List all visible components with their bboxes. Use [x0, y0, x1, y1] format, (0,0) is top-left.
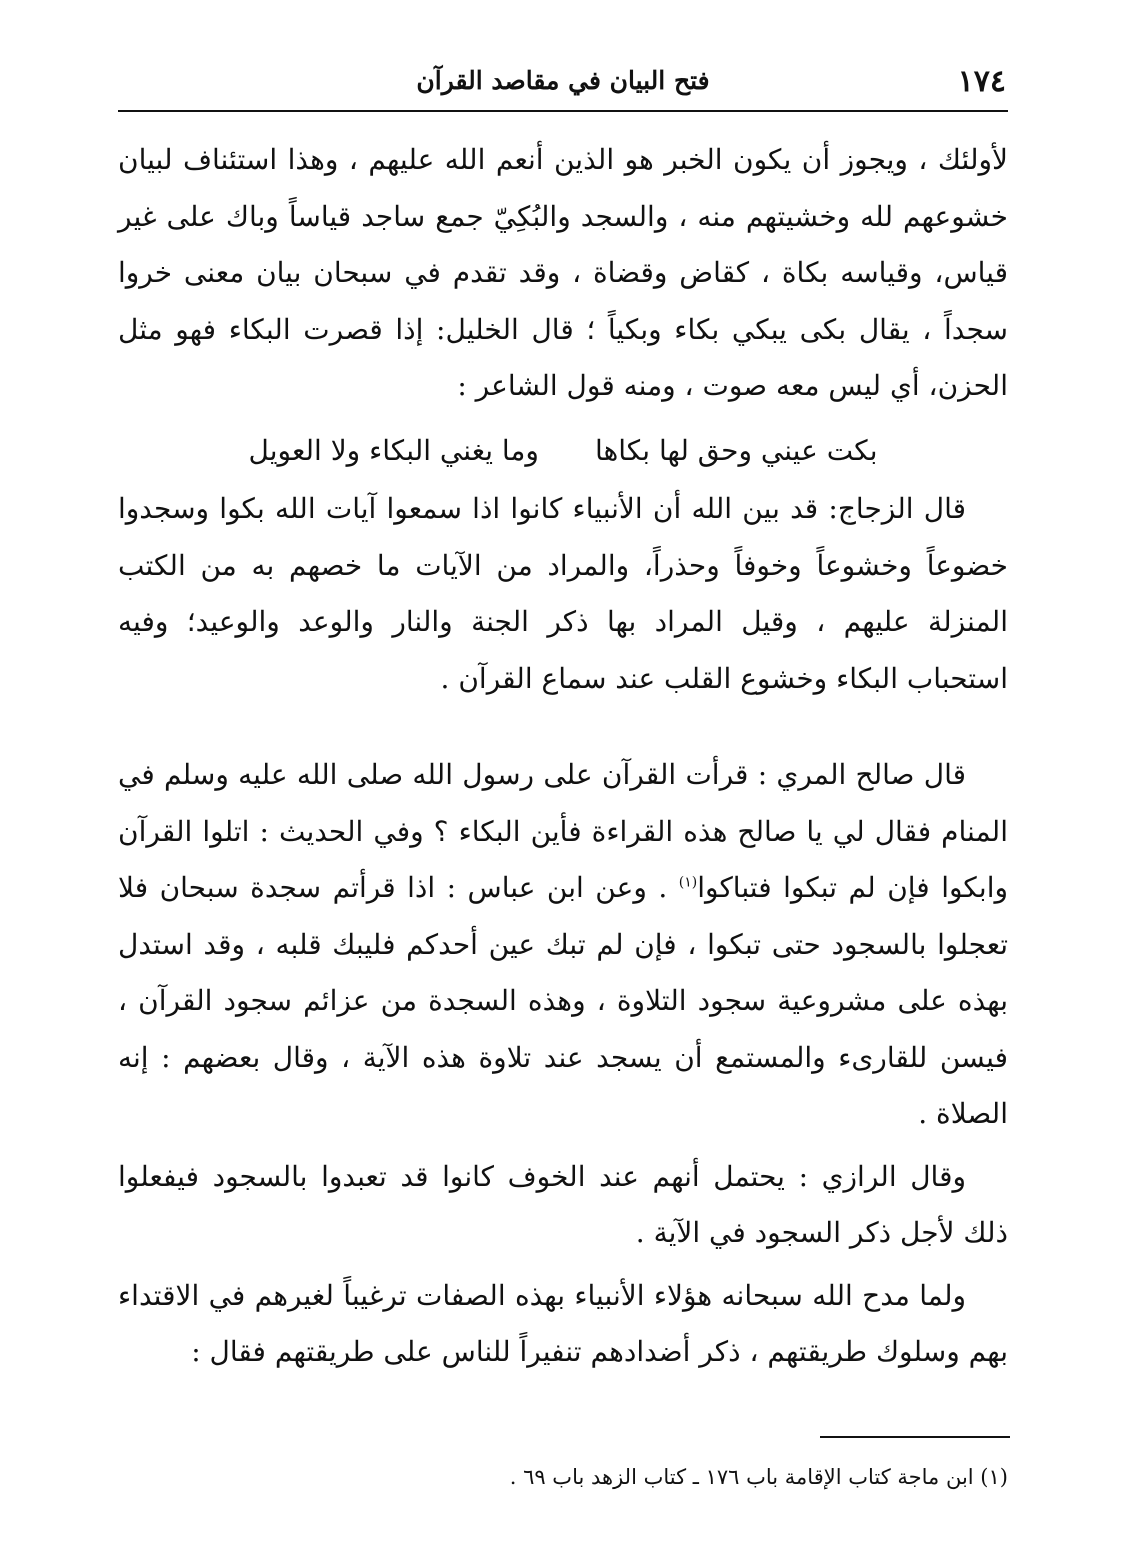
footnote-reference[interactable]: (١)	[678, 874, 698, 891]
page-number: ١٧٤	[957, 64, 1006, 99]
paragraph-2: قال الزجاج: قد بين الله أن الأنبياء كانوا اذا سمعوا آيات الله بكوا وسجدوا خضوعاً وخشوعاً وخوفاً وحذراً، والمراد من الآيات ما خصهم به من الكتب المنزلة عليهم ، وقيل المراد بها ذكر الجنة والنار والوعد والوعيد؛ وفيه استحباب البكاء وخشوع القلب عند سماع القرآن .	[118, 492, 1008, 695]
paragraph-1: لأولئك ، ويجوز أن يكون الخبر هو الذين أنعم الله عليهم ، وهذا استئناف لبيان خشوعهم لله وخشيتهم منه ، والسجد والبُكِيّ جمع ساجد قياساً وباك على غير قياس، وقياسه بكاة ، كقاض وقضاة ، وقد تقدم في سبحان بيان معنى خروا سجداً ، يقال بكى يبكي بكاء وبكياً ؛ قال الخليل: إذا قصرت البكاء فهو مثل الحزن، أي ليس معه صوت ، ومنه قول الشاعر :	[118, 143, 1008, 402]
paragraph-5: ولما مدح الله سبحانه هؤلاء الأنبياء بهذه الصفات ترغيباً لغيرهم في الاقتداء بهم وسلوك طريقتهم ، ذكر أضدادهم تنفيراً للناس على طريقتهم فقال :	[118, 1278, 1008, 1368]
verse-first-hemistich: بكت عيني وحق لها بكاها	[594, 433, 878, 467]
book-page	[118, 58, 1008, 1381]
paragraph-4: وقال الرازي : يحتمل أنهم عند الخوف كانوا قد تعبدوا بالسجود فيفعلوا ذلك لأجل ذكر السجود في الآية .	[118, 1159, 1008, 1249]
paragraph-3-text-b: . وعن ابن عباس : اذا قرأتم سجدة سبحان فلا تعجلوا بالسجود حتى تبكوا ، فإن لم تبك عين أحدكم فليبك قلبه ، وقد استدل بهذه على مشروعية سجود التلاوة ، وهذه السجدة من عزائم سجود القرآن ، فيسن للقارىء والمستمع أن يسجد عند تلاوة هذه الآية ، وقال بعضهم : إنه الصلاة .	[118, 871, 1008, 1130]
page-header	[118, 58, 1008, 112]
main-text	[118, 132, 1008, 1381]
paragraph-3-text-a: قال صالح المري : قرأت القرآن على رسول الله صلى الله عليه وسلم في المنام فقال لي يا صالح هذه القراءة فأين البكاء ؟ وفي الحديث : اتلوا القرآن وابكوا فإن لم تبكوا فتباكوا	[118, 758, 1008, 904]
footnote-1: (١) ابن ماجة كتاب الإقامة باب ١٧٦ ـ كتاب الزهد باب ٦٩ .	[509, 1465, 1008, 1489]
verse-second-hemistich: وما يغني البكاء ولا العويل	[248, 433, 539, 467]
paragraph-3	[118, 747, 1008, 1143]
running-title: فتح البيان في مقاصد القرآن	[416, 66, 710, 95]
footnote-separator	[820, 1436, 1010, 1438]
poetry-verse	[118, 423, 1008, 480]
